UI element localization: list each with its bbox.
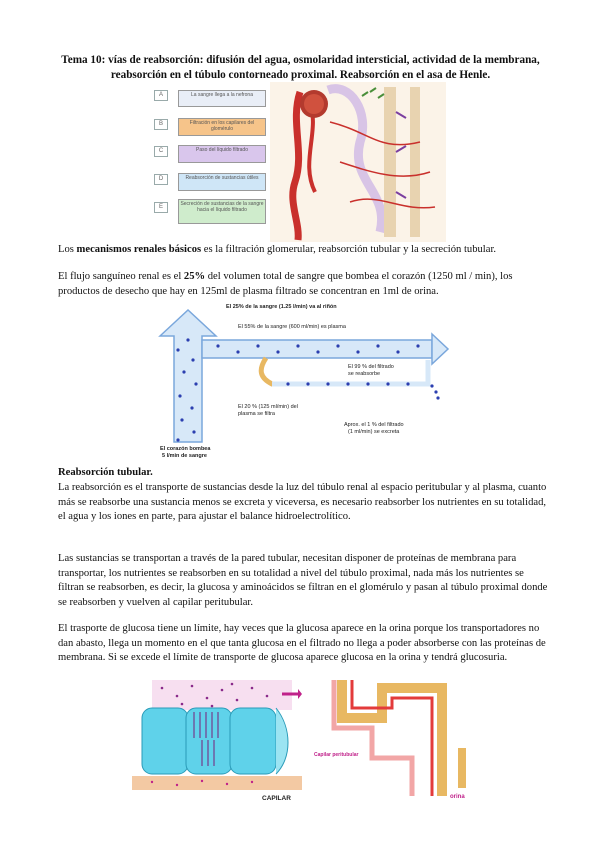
legend-text-b: Filtración en los capilares del glomérulo — [178, 118, 266, 136]
heart-label-1: El corazón bombea — [160, 446, 211, 452]
blood-flow-bold: 25% — [183, 271, 206, 282]
tubule-cell-illustration — [132, 678, 302, 802]
legend-letter-e: E — [154, 202, 168, 213]
blood-flow-suffix: del volumen total de sangre que bombea el corazón (1250 ml / min), los productos de desecho que hay en 125ml de plasma filtrado se concentran en 1ml de orina. — [58, 271, 513, 297]
flow-arrowhead — [432, 334, 448, 364]
reabsorbed-label-1: El 99 % del filtrado — [348, 364, 394, 370]
filtered-label-2: plasma se filtra — [238, 411, 275, 417]
legend-text-a: La sangre llega a la nefrona — [178, 90, 266, 107]
excreted-label-2: (1 ml/min) se excreta — [348, 429, 400, 435]
paragraph-renal-blood-flow — [58, 270, 548, 299]
heart-arrow-shape — [160, 310, 216, 442]
paragraph-transport: Las sustancias se transportan a través de la pared tubular, necesitan disponer de proteínas de membrana para transportar, los nutrientes se reabsorben en su totalidad a nivel del túbulo proximal, nada más los nutrientes se filtran se reabsorben, es decir, la glucosa y aminoácidos se filtran en el glomérulo y pasan al túbulo proximal donde se reabsorben y vuelven al capilar peritubular. — [58, 553, 548, 608]
heart-label-2: 5 l/min de sangre — [162, 453, 207, 459]
renal-artery-channel — [202, 340, 432, 358]
tubule-line — [261, 358, 428, 384]
legend-text-c: Paso del líquido filtrado — [178, 145, 266, 163]
renal-mechanisms-bold: mecanismos renales básicos — [76, 244, 202, 255]
legend-text-e: Secreción de sustancias de la sangre hacia el líquido filtrado — [178, 199, 266, 224]
plasma-label: El 55% de la sangre (600 ml/min) es plasma — [238, 324, 346, 330]
peritubular-label: Capilar peritubular — [314, 752, 359, 758]
tubule-loop-illustration — [312, 678, 472, 802]
capillary-label: CAPILAR — [262, 795, 291, 802]
legend-letter-a: A — [154, 90, 168, 101]
legend-text-d: Reabsorción de sustancias útiles — [178, 173, 266, 191]
legend-letter-b: B — [154, 119, 168, 130]
blood-flow-prefix: El flujo sanguíneo renal es el — [58, 271, 184, 282]
page-title: Tema 10: vías de reabsorción: difusión del agua, osmolaridad intersticial, actividad de la membrana, reabsorción en el túbulo contorneado proximal. Reabsorción en el asa de Henle. — [61, 54, 540, 81]
nephron-illustration — [270, 82, 446, 242]
top-label: El 25% de la sangre (1.25 l/min) va al riñón — [226, 304, 337, 310]
legend-letter-d: D — [154, 174, 168, 185]
section-heading: Reabsorción tubular. — [58, 467, 153, 478]
paragraph-reabsorption: La reabsorción es el transporte de sustancias desde la luz del túbulo renal al espacio peritubular y al plasma, cuanto más se reabsorbe una sustancia menos se excreta y viceversa, es necesario reabsorber los nutrientes en su totalidad, el agua y los iones en parte, para ajustar el balance hidroelectrolítico. — [58, 482, 547, 523]
renal-flow-diagram — [148, 300, 463, 460]
renal-mechanisms-suffix: es la filtración glomerular, reabsorción tubular y la secreción tubular. — [201, 244, 497, 255]
paragraph-glucose: El trasporte de glucosa tiene un límite, hay veces que la glucosa aparece en la orina porque los transportadores no dan abasto, llega un momento en el que tanta glucosa en el filtrado no llega a poder absorberse con las proteínas de membrana. Si se excede el límite de transporte de glucosa aparece glucosa en la orina y tendrá glucosuria. — [58, 623, 546, 664]
filtered-label-1: El 20 % (125 ml/min) del — [238, 404, 298, 410]
reabsorbed-label-2: se reabsorbe — [348, 371, 381, 377]
paragraph-renal-mechanisms — [58, 243, 548, 258]
renal-mechanisms-prefix: Los — [58, 244, 77, 255]
urine-label: orina — [450, 794, 465, 800]
excreted-label-1: Aprox. el 1 % del filtrado — [344, 422, 404, 428]
legend-letter-c: C — [154, 146, 168, 157]
